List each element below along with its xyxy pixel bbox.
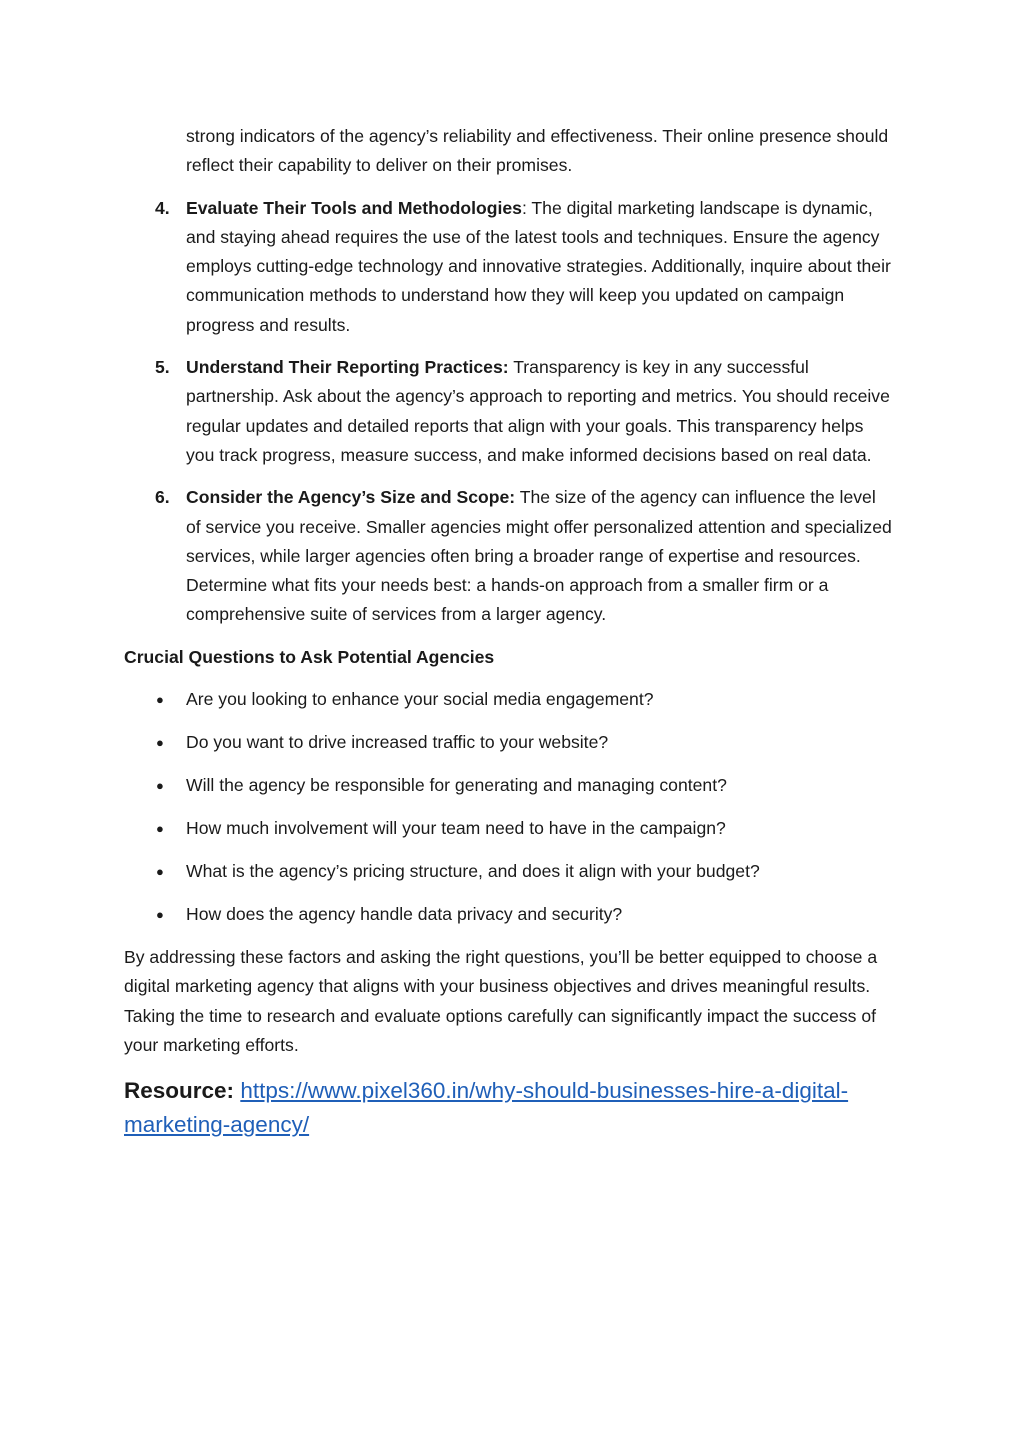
list-number: 6. (155, 487, 170, 508)
bullet-icon: ● (156, 692, 164, 708)
list-item-heading: Evaluate Their Tools and Methodologies (186, 197, 522, 218)
list-item-text: The size of the agency can influence the level of service you receive. Smaller agencies might offer personalized attention and specialized services, while larger agencies often bring a broader range of expertise and resources. Determine what fits your needs best: a hands-on approach from a smaller firm or a comprehensive suite of services from a larger agency. (186, 487, 892, 625)
list-item-heading: Understand Their Reporting Practices: (186, 357, 509, 378)
list-item-size-scope (124, 483, 894, 629)
question-item (124, 814, 894, 843)
closing-paragraph: By addressing these factors and asking the right questions, you’ll be better equipped to choose a digital marketing agency that aligns with your business objectives and drives meaningful results. Taking the time to research and evaluate options carefully can significantly impact the success of your marketing efforts. (124, 946, 878, 1055)
resource-label: Resource: (124, 1078, 235, 1104)
question-item (124, 857, 894, 886)
bullet-icon: ● (156, 906, 164, 922)
question-text: Do you want to drive increased traffic to your website? (186, 732, 609, 753)
list-number: 5. (155, 357, 170, 378)
question-text: Are you looking to enhance your social media engagement? (186, 689, 654, 710)
section-heading-questions: Crucial Questions to Ask Potential Agencies (124, 646, 495, 667)
bullet-icon: ● (156, 778, 164, 794)
list-item-text: Transparency is key in any successful partnership. Ask about the agency’s approach to reporting and metrics. You should receive regular updates and detailed reports that align with your goals. This transparency helps you track progress, measure success, and make informed decisions based on real data. (186, 357, 890, 465)
bullet-icon: ● (156, 735, 164, 751)
list-number: 4. (155, 197, 170, 218)
questions-list (124, 685, 894, 929)
question-item (124, 728, 894, 757)
question-text: What is the agency’s pricing structure, and does it align with your budget? (186, 860, 760, 881)
list-item-heading: Consider the Agency’s Size and Scope: (186, 487, 516, 508)
question-text: How much involvement will your team need to have in the campaign? (186, 818, 726, 838)
list-item-text: The digital marketing landscape is dynamic, and staying ahead requires the use of the latest tools and techniques. Ensure the agency employs cutting-edge technology and innovative strategies. Additionally, inquire about their communication methods to understand how they will keep you updated on campaign progress and results. (186, 197, 891, 335)
numbered-list (124, 194, 894, 630)
list-item-separator: : (521, 197, 532, 218)
resource-line (124, 1074, 894, 1142)
question-text: How does the agency handle data privacy and security? (186, 903, 623, 924)
resource-link[interactable]: https://www.pixel360.in/why-should-businesses-hire-a-digital-marketing-agency/ (124, 1078, 849, 1138)
bullet-icon: ● (156, 863, 164, 879)
list-item-evaluate-tools (124, 194, 894, 340)
document-body (124, 122, 894, 1142)
question-text: Will the agency be responsible for generating and managing content? (186, 775, 727, 796)
question-item (124, 685, 894, 714)
question-item (124, 900, 894, 929)
bullet-icon: ● (156, 821, 164, 836)
question-item (124, 771, 894, 800)
continuation-paragraph: strong indicators of the agency’s reliability and effectiveness. Their online presence should reflect their capability to deliver on their promises. (186, 126, 889, 176)
list-item-reporting-practices (124, 353, 894, 470)
